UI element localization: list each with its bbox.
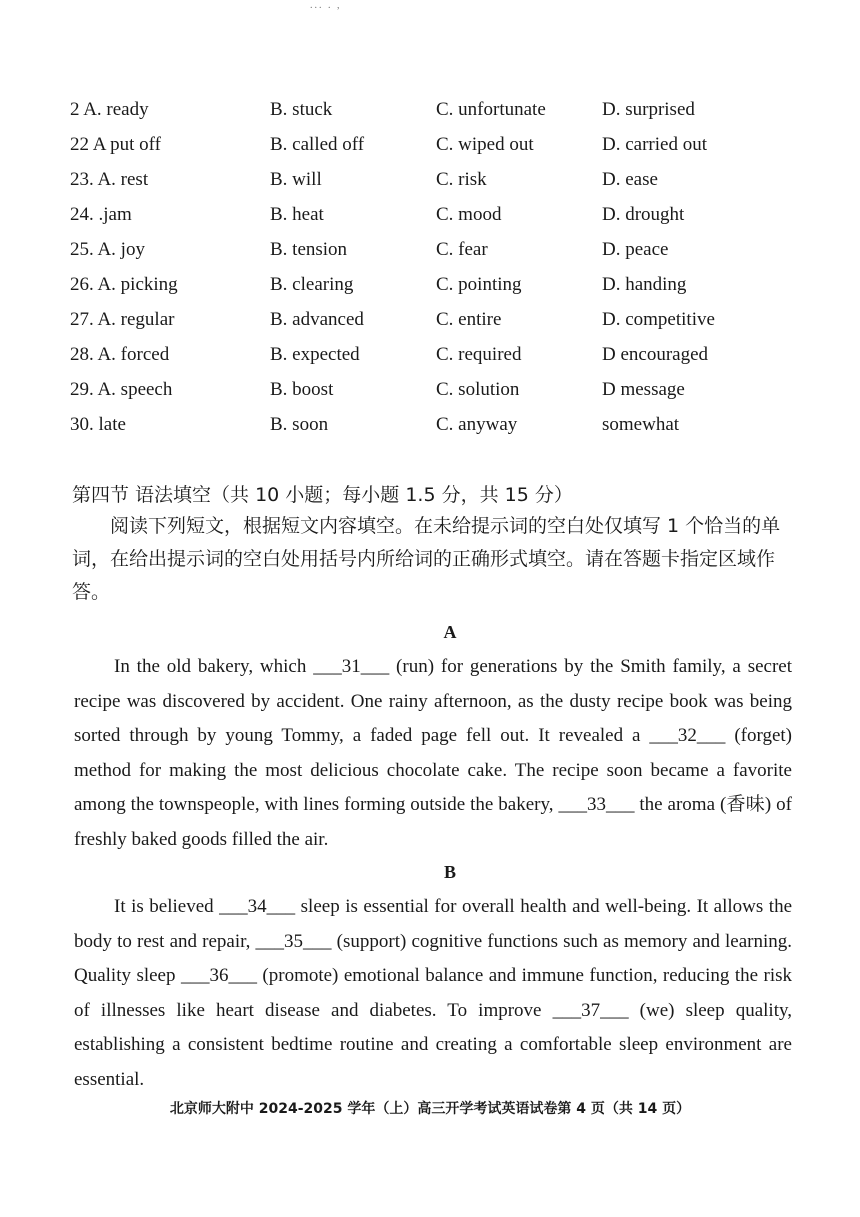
option-c: C. unfortunate [436, 98, 546, 120]
option-row [70, 162, 810, 197]
option-d: D. competitive [602, 308, 715, 330]
option-c: C. anyway [436, 413, 518, 435]
blank-36: ___36___ [180, 965, 257, 986]
option-d: D. surprised [602, 98, 695, 120]
question-number: 30. [70, 413, 94, 435]
blank-31: ___31___ [313, 656, 390, 677]
option-row [70, 337, 810, 372]
option-d: D. handing [602, 273, 687, 295]
question-number: 25. [70, 238, 94, 260]
option-b: B. expected [270, 343, 360, 365]
passage-a: In the old bakery, which ___31___ (run) for generations by the Smith family, a secret recipe was discovered by accident. One rainy afternoon, as the dusty recipe book was being sorted through by young Tommy, a faded page fell out. It revealed a ___32___ (forget) method for making the most delicious chocolate cake. The recipe soon became a favorite among the townspeople, with lines forming outside the bakery, ___33___ the aroma (香味) of freshly baked goods filled the air. [74, 656, 792, 850]
options-table [70, 92, 810, 442]
question-number: 26. [70, 273, 94, 295]
option-c: C. fear [436, 238, 488, 260]
question-number: 2 [70, 98, 80, 120]
option-b: B. stuck [270, 98, 333, 120]
top-mark: ... . , [310, 0, 342, 11]
option-row [70, 92, 810, 127]
option-a: 2 A. ready [70, 98, 149, 120]
question-number: 24. [70, 203, 94, 225]
blank-35: ___35___ [255, 930, 332, 952]
option-c: C. pointing [436, 273, 522, 295]
option-d: D. ease [602, 168, 658, 190]
option-row [70, 407, 810, 442]
option-row [70, 302, 810, 337]
section-title: 第四节 语法填空（共 10 小题；每小题 1.5 分，共 15 分） [72, 484, 573, 506]
option-c: C. entire [436, 308, 502, 330]
question-number: 28. [70, 343, 94, 365]
option-a: 29. A. speech [70, 378, 173, 400]
option-c: C. required [436, 343, 522, 365]
option-b: B. boost [270, 378, 334, 400]
option-row [70, 197, 810, 232]
option-a: 25. A. joy [70, 238, 145, 260]
blank-37: ___37___ [552, 999, 629, 1021]
option-c: C. solution [436, 378, 520, 400]
question-number: 27. [70, 308, 94, 330]
blank-32: ___32___ [649, 725, 726, 746]
option-c: C. risk [436, 168, 487, 190]
option-a: 30. late [70, 413, 126, 435]
option-a: 26. A. picking [70, 273, 178, 295]
passage-a-heading: A [443, 622, 457, 642]
option-a: 22 A put off [70, 133, 161, 155]
option-d: D encouraged [602, 343, 709, 365]
option-a: 28. A. forced [70, 343, 170, 365]
question-number: 29. [70, 378, 94, 400]
option-row [70, 372, 810, 407]
option-row [70, 127, 810, 162]
option-d: D message [602, 378, 685, 400]
instructions: 阅读下列短文，根据短文内容填空。在未给提示词的空白处仅填写 1 个恰当的单词，在给出提示词的空白处用括号内所给词的正确形式填空。请在答题卡指定区域作答。 [72, 515, 781, 603]
blank-34: ___34___ [219, 896, 296, 917]
option-b: B. soon [270, 413, 329, 435]
option-b: B. tension [270, 238, 348, 260]
option-d: D. carried out [602, 133, 707, 155]
option-a: 24. .jam [70, 203, 132, 225]
option-d: D. peace [602, 238, 669, 260]
option-a: 27. A. regular [70, 308, 175, 330]
option-row [70, 232, 810, 267]
option-b: B. called off [270, 133, 365, 155]
passage-b: It is believed ___34___ sleep is essential for overall health and well-being. It allows the body to rest and repair, ___35___ (support) cognitive functions such as memory and learning. Quality sleep ___36___ (promote) emotional balance and immune function, reducing the risk of illnesses like heart disease and diabetes. To improve ___37___ (we) sleep quality, establishing a consistent bedtime routine and creating a comfortable sleep environment are essential. [74, 896, 793, 1090]
blank-33: ___33___ [558, 794, 635, 815]
question-number: 23. [70, 168, 94, 190]
option-c: C. wiped out [436, 133, 534, 155]
option-a: 23. A. rest [70, 168, 149, 190]
passage-b-heading: B [443, 862, 456, 882]
page-footer: 北京师大附中 2024-2025 学年（上）高三开学考试英语试卷第 4 页（共 14 页） [169, 1101, 691, 1117]
option-b: B. clearing [270, 273, 354, 295]
option-b: B. heat [270, 203, 324, 225]
option-c: C. mood [436, 203, 502, 225]
option-b: B. will [270, 168, 322, 190]
question-number: 22 [70, 133, 89, 155]
option-d: somewhat [602, 413, 680, 435]
option-row [70, 267, 810, 302]
option-d: D. drought [602, 203, 685, 225]
option-b: B. advanced [270, 308, 364, 330]
